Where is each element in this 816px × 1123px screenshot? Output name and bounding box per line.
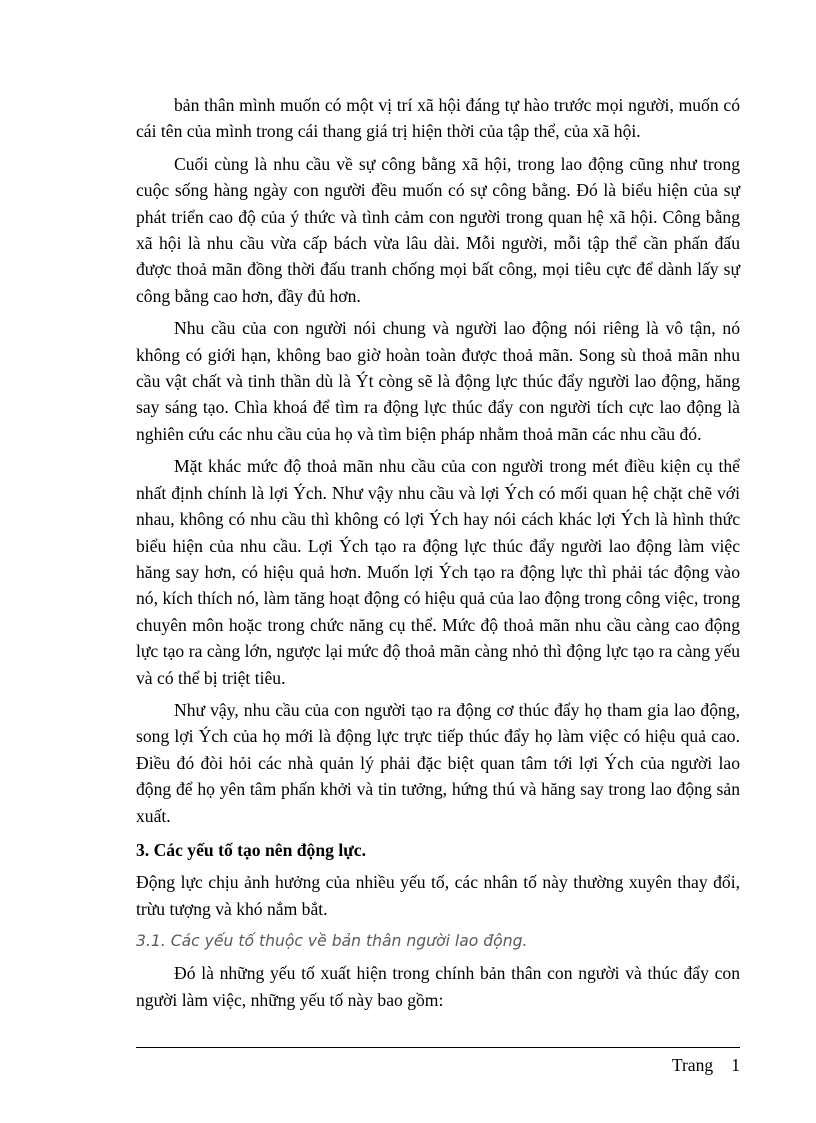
- subsection-paragraph: Đó là những yếu tố xuất hiện trong chính bản thân con người và thúc đẩy con người làm việc, những yếu tố này bao gồm:: [136, 963, 740, 1010]
- footer-divider: [136, 1047, 740, 1048]
- body-paragraph: Nhu cầu của con người nói chung và người lao động nói riêng là vô tận, nó không có giới hạn, không bao giờ hoàn toàn được thoả mãn. Song sù thoả mãn nhu cầu vật chất và tinh thần dù là Ýt còng sẽ là động lực thúc đẩy người lao động, hăng say sáng tạo. Chìa khoá để tìm ra động lực thúc đẩy con người tích cực lao động là nghiên cứu các nhu cầu của họ và tìm biện pháp nhằm thoả mãn các nhu cầu đó.: [136, 318, 740, 444]
- body-paragraph: Mặt khác mức độ thoả mãn nhu cầu của con người trong mét điều kiện cụ thể nhất định chính là lợi Ých. Như vậy nhu cầu và lợi Ých có mối quan hệ chặt chẽ với nhau, không có nhu cầu thì không có lợi Ých hay nói cách khác lợi Ých là hình thức biểu hiện của nhu cầu. Lợi Ých tạo ra động lực thúc đẩy người lao động làm việc hăng say hơn, có hiệu quả hơn. Muốn lợi Ých tạo ra động lực thì phải tác động vào nó, kích thích nó, làm tăng hoạt động có hiệu quả của lao động trong công việc, trong chuyên môn hoặc trong chức năng cụ thể. Mức độ thoả mãn nhu cầu càng cao động lực tạo ra càng lớn, ngược lại mức độ thoả mãn càng nhỏ thì động lực tạo ra càng yếu và có thể bị triệt tiêu.: [136, 456, 740, 688]
- page-label: Trang: [671, 1055, 714, 1075]
- page-number: 1: [731, 1055, 740, 1075]
- body-paragraph: Như vậy, nhu cầu của con người tạo ra động cơ thúc đẩy họ tham gia lao động, song lợi Ých của họ mới là động lực trực tiếp thúc đẩy họ làm việc có hiệu quả cao. Điều đó đòi hỏi các nhà quản lý phải đặc biệt quan tâm tới lợi Ých của người lao động để họ yên tâm phấn khởi và tin tưởng, hứng thú và hăng say trong lao động sản xuất.: [136, 699, 740, 826]
- subsection-heading: 3.1. Các yếu tố thuộc về bản thân người lao động.: [136, 932, 528, 951]
- body-paragraph: Cuối cùng là nhu cầu về sự công bằng xã hội, trong lao động cũng như trong cuộc sống hàng ngày con người đều muốn có sự công bằng. Đó là biểu hiện của sự phát triển cao độ của ý thức và tình cảm con người trong quan hệ xã hội. Công bằng xã hội là nhu cầu vừa cấp bách vừa lâu dài. Mỗi người, mỗi tập thể cần phấn đấu được thoả mãn đồng thời đấu tranh chống mọi bất công, mọi tiêu cực để dành lấy sự công bằng cao hơn, đầy đủ hơn.: [136, 153, 740, 306]
- section-intro-paragraph: Động lực chịu ảnh hưởng của nhiều yếu tố, các nhân tố này thường xuyên thay đổi, trừu tượng và khó nắm bắt.: [136, 872, 740, 919]
- section-heading: 3. Các yếu tố tạo nên động lực.: [136, 839, 366, 860]
- page-footer: [136, 1053, 740, 1077]
- body-paragraph: bản thân mình muốn có một vị trí xã hội đáng tự hào trước mọi người, muốn có cái tên của mình trong cái thang giá trị hiện thời của tập thể, của xã hội.: [136, 95, 740, 142]
- page-body: [136, 92, 740, 1013]
